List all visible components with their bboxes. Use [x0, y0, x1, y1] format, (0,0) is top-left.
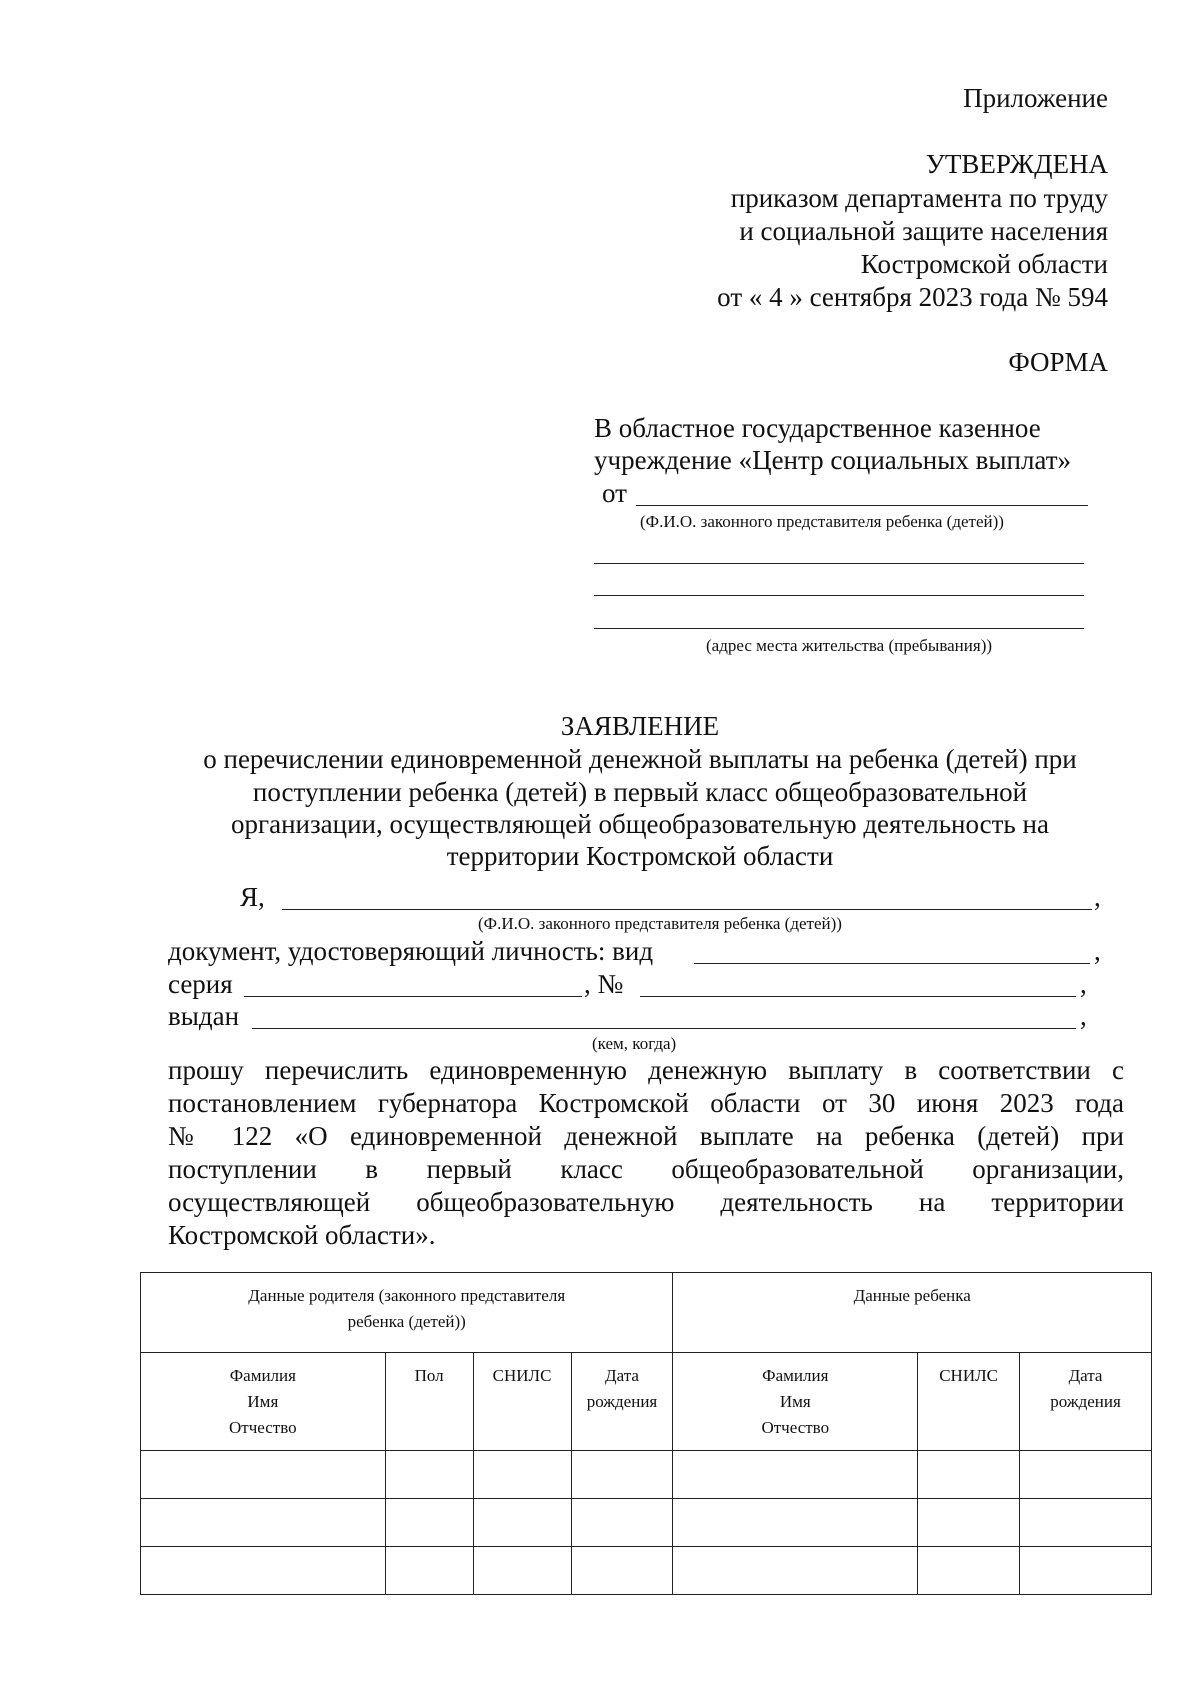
document-title: ЗАЯВЛЕНИЕ — [560, 711, 720, 741]
addressee-line-1: В областное государственное казенное — [594, 413, 1041, 443]
request-line-5: осуществляющей общеобразовательную деятельность на территории — [168, 1187, 1124, 1217]
order-line-2: и социальной защите населения — [739, 216, 1108, 246]
number-comma: , — [1080, 969, 1087, 999]
table-cell[interactable] — [918, 1547, 1020, 1595]
approved-label: УТВЕРЖДЕНА — [925, 149, 1108, 179]
parent-sex-header: Пол — [385, 1353, 473, 1451]
order-line-1: приказом департамента по труду — [730, 183, 1108, 213]
title-line-3: организации, осуществляющей общеобразовательную деятельность на — [231, 809, 1049, 839]
issued-field[interactable] — [252, 1028, 1076, 1029]
i-label: Я, — [240, 882, 265, 912]
number-label: , № — [584, 969, 624, 999]
table-cell[interactable] — [1020, 1451, 1152, 1499]
addressee-line-2: учреждение «Центр социальных выплат» — [594, 445, 1072, 475]
table-cell[interactable] — [571, 1547, 673, 1595]
table-cell[interactable] — [385, 1547, 473, 1595]
data-table — [140, 1272, 1152, 1595]
table-cell[interactable] — [571, 1451, 673, 1499]
title-line-2: поступлении ребенка (детей) в первый класс общеобразовательной — [252, 777, 1028, 807]
request-line-3: № 122 «О единовременной денежной выплате на ребенка (детей) при — [168, 1121, 1124, 1151]
table-cell[interactable] — [673, 1499, 918, 1547]
child-fio-header: Фамилия Имя Отчество — [673, 1353, 918, 1451]
request-line-1: прошу перечислить единовременную денежную выплату в соответствии с — [168, 1055, 1124, 1085]
address-field-line-3[interactable] — [594, 628, 1084, 629]
applicant-fio-comma: , — [1094, 882, 1101, 912]
table-cell[interactable] — [1020, 1547, 1152, 1595]
table-cell[interactable] — [673, 1547, 918, 1595]
series-label: серия — [168, 969, 233, 999]
title-line-4: территории Костромской области — [446, 841, 834, 871]
table-cell[interactable] — [473, 1451, 571, 1499]
parent-fio-header: Фамилия Имя Отчество — [141, 1353, 386, 1451]
request-line-2: постановлением губернатора Костромской области от 30 июня 2023 года — [168, 1088, 1124, 1118]
table-cell[interactable] — [141, 1547, 386, 1595]
issued-comma: , — [1080, 1001, 1087, 1031]
order-line-4: от « 4 » сентября 2023 года № 594 — [717, 282, 1108, 312]
applicant-fio-caption: (Ф.И.О. законного представителя ребенка (детей)) — [478, 914, 842, 933]
child-data-header: Данные ребенка — [673, 1273, 1152, 1353]
order-line-3: Костромской области — [860, 249, 1108, 279]
table-cell[interactable] — [473, 1499, 571, 1547]
table-row — [141, 1451, 1152, 1499]
issued-caption: (кем, когда) — [592, 1034, 677, 1053]
child-snils-header: СНИЛС — [918, 1353, 1020, 1451]
parent-snils-header: СНИЛС — [473, 1353, 571, 1451]
table-row — [141, 1499, 1152, 1547]
from-fio-field[interactable] — [636, 505, 1088, 506]
table-cell[interactable] — [918, 1499, 1020, 1547]
issued-label: выдан — [168, 1001, 240, 1031]
table-cell[interactable] — [141, 1451, 386, 1499]
address-field-line-1[interactable] — [594, 563, 1084, 564]
table-row — [141, 1547, 1152, 1595]
table-cell[interactable] — [385, 1451, 473, 1499]
applicant-fio-field[interactable] — [282, 909, 1092, 910]
table-cell[interactable] — [918, 1451, 1020, 1499]
title-line-1: о перечислении единовременной денежной выплаты на ребенка (детей) при — [203, 744, 1077, 774]
table-cell[interactable] — [673, 1451, 918, 1499]
address-field-line-2[interactable] — [594, 595, 1084, 596]
document-type-comma: , — [1094, 936, 1101, 966]
table-cell[interactable] — [141, 1499, 386, 1547]
child-birthdate-header: Дата рождения — [1020, 1353, 1152, 1451]
request-paragraph — [168, 1054, 1124, 1252]
form-label: ФОРМА — [1008, 347, 1108, 377]
number-field[interactable] — [640, 996, 1076, 997]
from-label: от — [602, 478, 627, 508]
table-cell[interactable] — [1020, 1499, 1152, 1547]
request-line-4: поступлении в первый класс общеобразовательной организации, — [168, 1154, 1124, 1184]
parent-birthdate-header: Дата рождения — [571, 1353, 673, 1451]
series-field[interactable] — [244, 996, 582, 997]
request-line-6: Костромской области». — [168, 1220, 436, 1250]
document-type-field[interactable] — [694, 963, 1090, 964]
address-caption: (адрес места жительства (пребывания)) — [706, 636, 993, 655]
from-fio-caption: (Ф.И.О. законного представителя ребенка (детей)) — [640, 512, 1004, 531]
document-type-label: документ, удостоверяющий личность: вид — [168, 936, 654, 966]
table-cell[interactable] — [473, 1547, 571, 1595]
table-cell[interactable] — [385, 1499, 473, 1547]
appendix-label: Приложение — [963, 83, 1108, 113]
table-column-header-row — [141, 1353, 1152, 1451]
table-cell[interactable] — [571, 1499, 673, 1547]
table-group-header-row — [141, 1273, 1152, 1353]
parent-data-header: Данные родителя (законного представителя ребенка (детей)) — [141, 1273, 673, 1353]
